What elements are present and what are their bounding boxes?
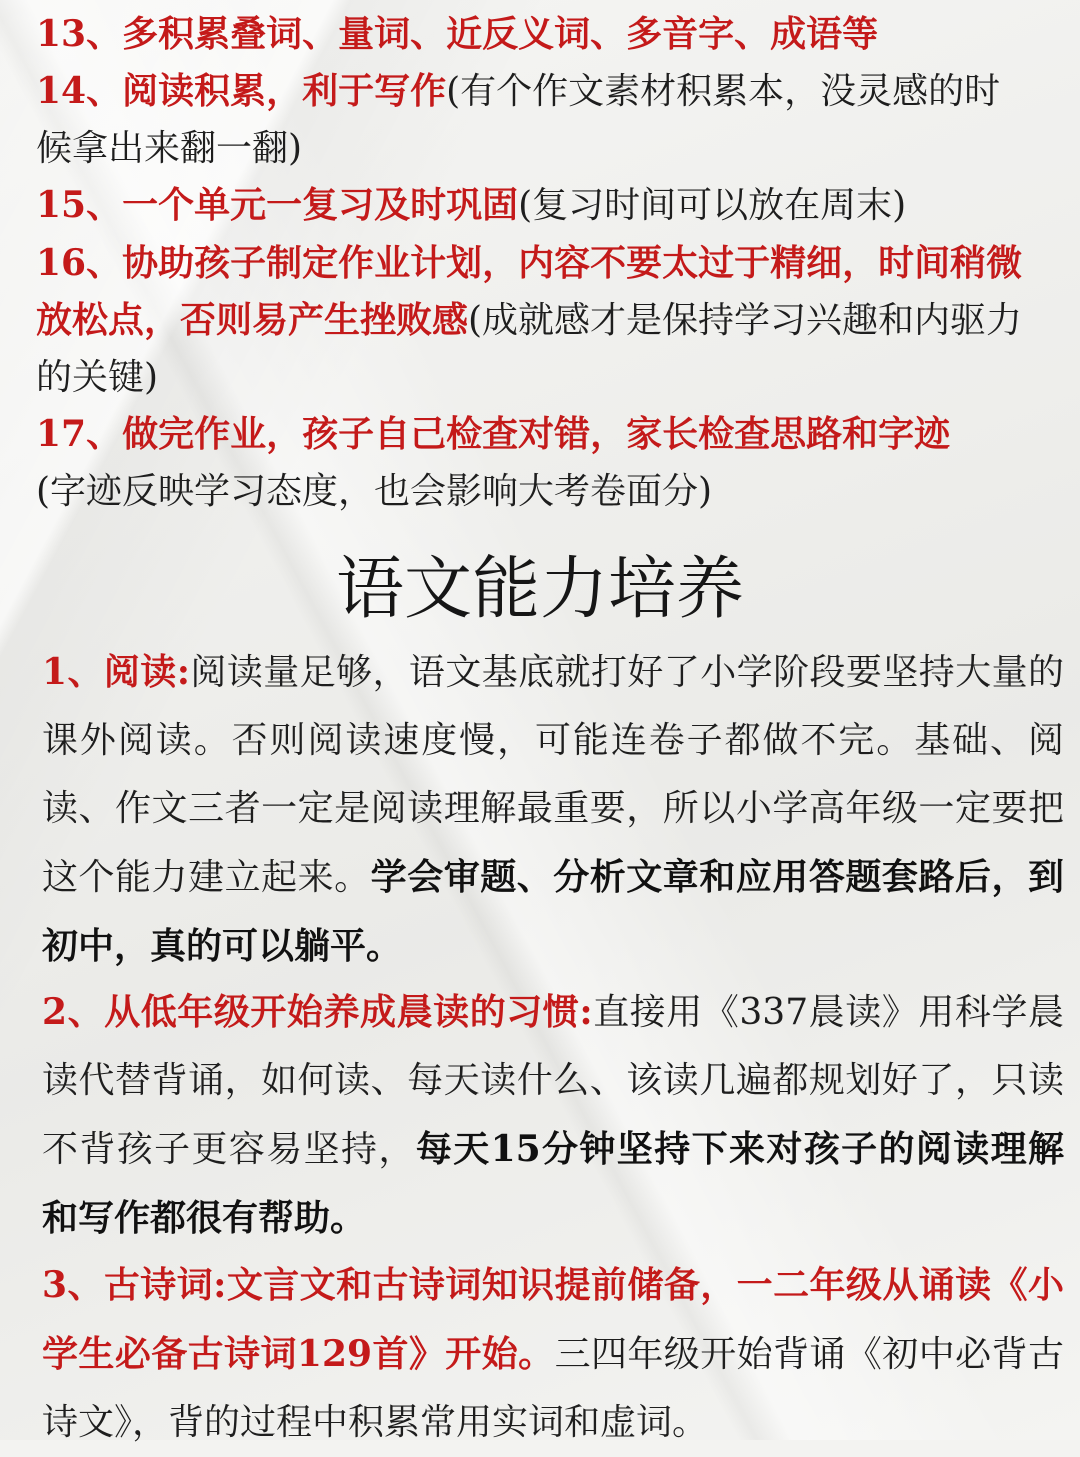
tip-13-text: 多积累叠词、量词、近反义词、多音字、成语等 [122, 13, 879, 55]
tip-16-number: 16、 [36, 242, 123, 284]
tip-15-text: 一个单元一复习及时巩固 [122, 184, 519, 226]
tip-14-text: 阅读积累，利于写作 [122, 70, 447, 112]
ability-classical-poetry-label: 3、古诗词:文言文和古诗词知识提前储备，一二年级从诵读《小学生必备古诗词129首》开始。 [42, 1264, 1064, 1375]
ability-morning-reading [42, 978, 1064, 1253]
tip-13 [36, 6, 878, 63]
ability-classical-poetry [42, 1251, 1064, 1457]
ability-reading [42, 638, 1064, 981]
tip-17-note: (字迹反映学习态度，也会影响大考卷面分) [36, 471, 713, 512]
ability-reading-label: 1、阅读: [42, 651, 191, 693]
tip-17 [36, 406, 1046, 520]
tip-13-number: 13、 [36, 13, 123, 55]
section-title: 语文能力培养 [335, 550, 744, 629]
tip-14-note: (有个作文素材积累本，没灵感的时候拿出来翻一翻) [36, 71, 1001, 169]
tip-15-number: 15、 [36, 184, 123, 226]
tip-14 [36, 63, 1026, 177]
tip-17-number: 17、 [36, 413, 123, 455]
tip-16-note: (成就感才是保持学习兴趣和内驱力的关键) [36, 300, 1023, 398]
tip-14-number: 14、 [36, 70, 123, 112]
ability-morning-reading-label: 2、从低年级开始养成晨读的习惯: [42, 991, 593, 1033]
tip-15-note: (复习时间可以放在周末) [518, 185, 907, 226]
ability-reading-emphasis: 学会审题、分析文章和应用答题套路后，到初中，真的可以躺平。 [42, 856, 1064, 967]
ability-morning-reading-emphasis: 每天15分钟坚持下来对孩子的阅读理解和写作都很有帮助。 [42, 1128, 1064, 1239]
ability-morning-reading-text: 直接用《337晨读》用科学晨读代替背诵，如何读、每天读什么、该读几遍都规划好了，只读不背孩子更容易坚持， [42, 992, 1064, 1170]
ability-classical-poetry-text: 三四年级开始背诵《初中必背古诗文》，背的过程中积累常用实词和虚词。 [42, 1334, 1064, 1443]
tip-16 [36, 235, 1046, 406]
tip-17-text: 做完作业，孩子自己检查对错，家长检查思路和字迹 [122, 413, 951, 455]
tip-15 [36, 177, 906, 234]
tip-16-text: 协助孩子制定作业计划，内容不要太过于精细，时间稍微放松点，否则易产生挫败感 [36, 242, 1023, 341]
ability-reading-text: 阅读量足够，语文基底就打好了小学阶段要坚持大量的课外阅读。否则阅读速度慢，可能连卷子都做不完。基础、阅读、作文三者一定是阅读理解最重要，所以小学高年级一定要把这个能力建立起来。 [42, 652, 1064, 898]
